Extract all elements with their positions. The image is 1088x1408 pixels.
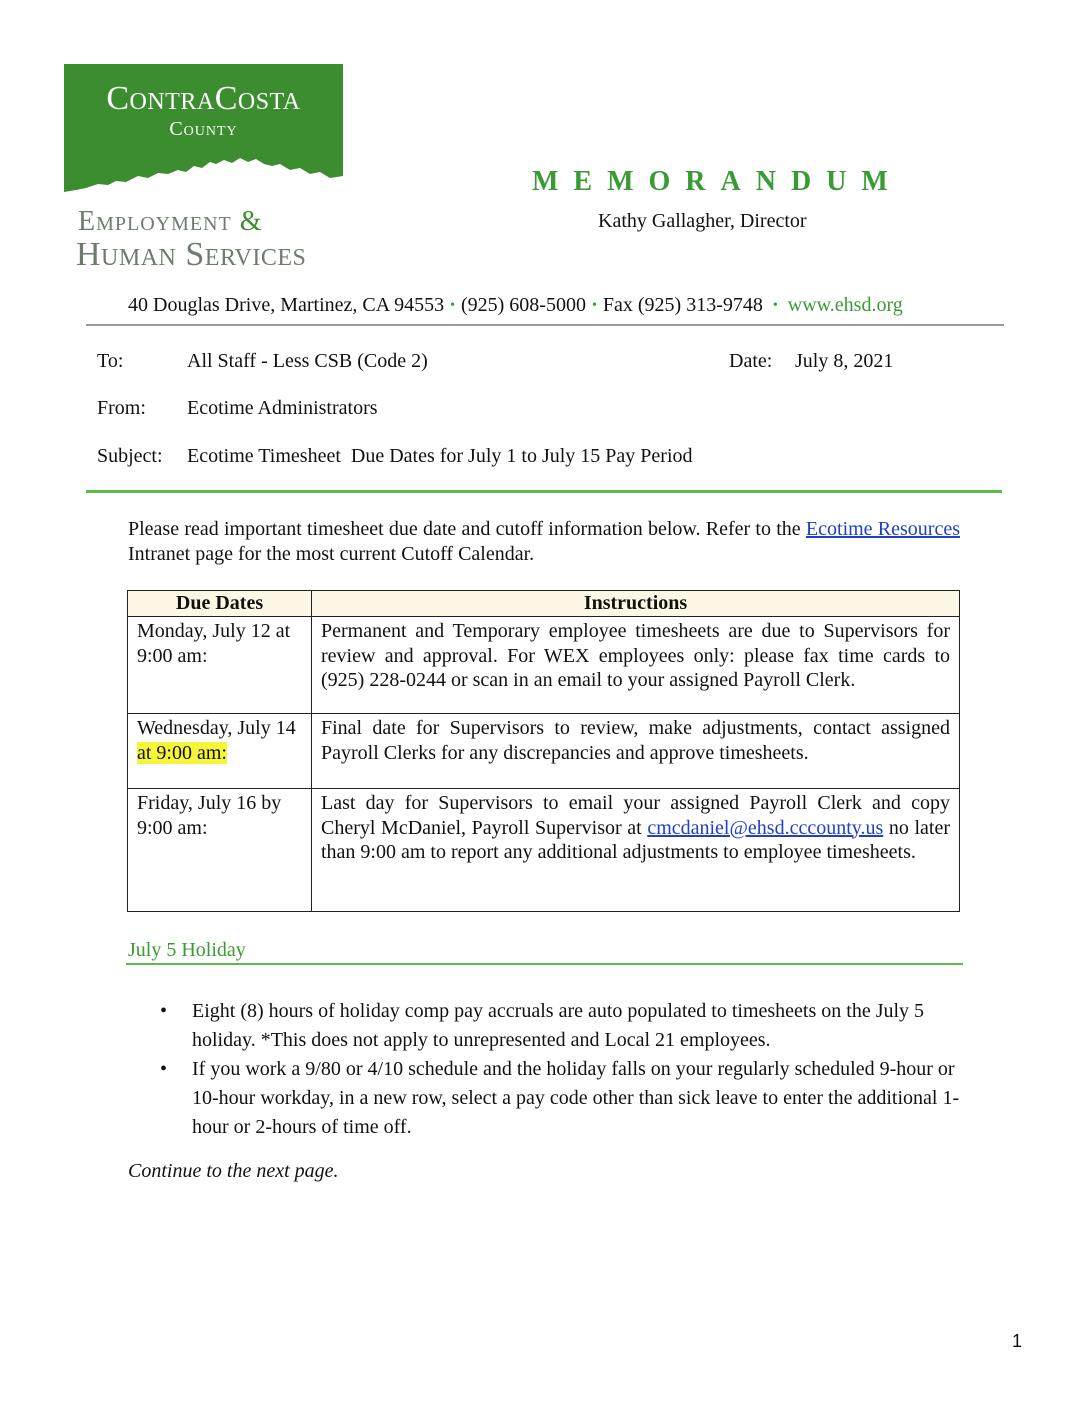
separator-dot: •	[450, 298, 455, 313]
bullet-icon: •	[160, 1000, 168, 1022]
intro-paragraph: Please read important timesheet due date and cutoff information below. Refer to the Ecotime Resources Intranet page for the most current Cutoff Calendar.	[128, 518, 961, 565]
instructions-header: Instructions	[312, 591, 960, 617]
bullet-icon: •	[160, 1058, 168, 1080]
payroll-email-link[interactable]: cmcdaniel@ehsd.cccounty.us	[647, 816, 884, 839]
logo-human-services-text: Human Services	[76, 236, 307, 273]
mountain-icon	[64, 154, 343, 204]
to-label: To:	[97, 350, 124, 372]
address-line	[128, 294, 903, 317]
due-dates-table	[127, 590, 960, 912]
from-value: Ecotime Administrators	[187, 397, 378, 419]
logo-employment-text: Employment &	[78, 206, 263, 237]
phone-number: (925) 608-5000	[460, 294, 586, 316]
instructions-cell: Final date for Supervisors to review, make adjustments, contact assigned Payroll Clerks for any discrepancies and approve timesheets.	[312, 714, 960, 789]
county-logo	[64, 64, 343, 204]
from-label: From:	[97, 397, 146, 419]
holiday-heading: July 5 Holiday	[128, 939, 246, 961]
website-link[interactable]: www.ehsd.org	[787, 294, 903, 316]
table-header-row	[128, 591, 960, 617]
list-item: • Eight (8) hours of holiday comp pay accruals are auto populated to timesheets on the July 5 holiday. *This does not apply to unrepresented and Local 21 employees.	[128, 997, 960, 1055]
subject-value: Ecotime Timesheet Due Dates for July 1 to July 15 Pay Period	[187, 445, 693, 467]
due-date-cell: Friday, July 16 by 9:00 am:	[128, 789, 312, 912]
logo-county-text: County	[169, 118, 238, 140]
fax-number: Fax (925) 313-9748	[602, 294, 763, 316]
ecotime-resources-link[interactable]: Ecotime Resources	[805, 518, 961, 540]
due-dates-header: Due Dates	[128, 591, 312, 617]
due-date-cell: Monday, July 12 at 9:00 am:	[128, 617, 312, 714]
street-address: 40 Douglas Drive, Martinez, CA 94553	[128, 294, 445, 316]
director-name: Kathy Gallagher, Director	[598, 210, 807, 232]
subject-divider	[86, 490, 1002, 493]
date-label: Date:	[729, 350, 773, 372]
continue-note: Continue to the next page.	[128, 1160, 339, 1182]
subject-label: Subject:	[97, 445, 163, 467]
memorandum-title: MEMORANDUM	[532, 166, 903, 197]
holiday-bullet-list	[128, 997, 960, 1142]
separator-dot: •	[772, 298, 778, 313]
highlighted-time: at 9:00 am:	[137, 741, 227, 764]
header-divider	[86, 324, 1004, 326]
logo-contracosta-text: ContraCosta	[106, 80, 301, 117]
instructions-cell: Permanent and Temporary employee timesheets are due to Supervisors for review and approval. For WEX employees only: please fax time cards to (925) 228-0244 or scan in an email to your assigned Payroll Clerk.	[312, 617, 960, 714]
table-row	[128, 789, 960, 912]
to-value: All Staff - Less CSB (Code 2)	[187, 350, 428, 372]
due-date-cell: Wednesday, July 14 at 9:00 am:	[128, 714, 312, 789]
holiday-divider	[126, 963, 963, 965]
table-row	[128, 617, 960, 714]
separator-dot: •	[591, 298, 597, 313]
instructions-cell: Last day for Supervisors to email your assigned Payroll Clerk and copy Cheryl McDaniel, Payroll Supervisor at cmcdaniel@ehsd.cccounty.us no later than 9:00 am to report any additional adjustments to employee timesheets.	[312, 789, 960, 912]
list-item: • If you work a 9/80 or 4/10 schedule and the holiday falls on your regularly scheduled 9-hour or 10-hour workday, in a new row, select a pay code other than sick leave to enter the additional 1-hour or 2-hours of time off.	[128, 1055, 960, 1142]
table-row	[128, 714, 960, 789]
date-value: July 8, 2021	[795, 350, 894, 372]
page-number: 1	[1012, 1331, 1023, 1351]
